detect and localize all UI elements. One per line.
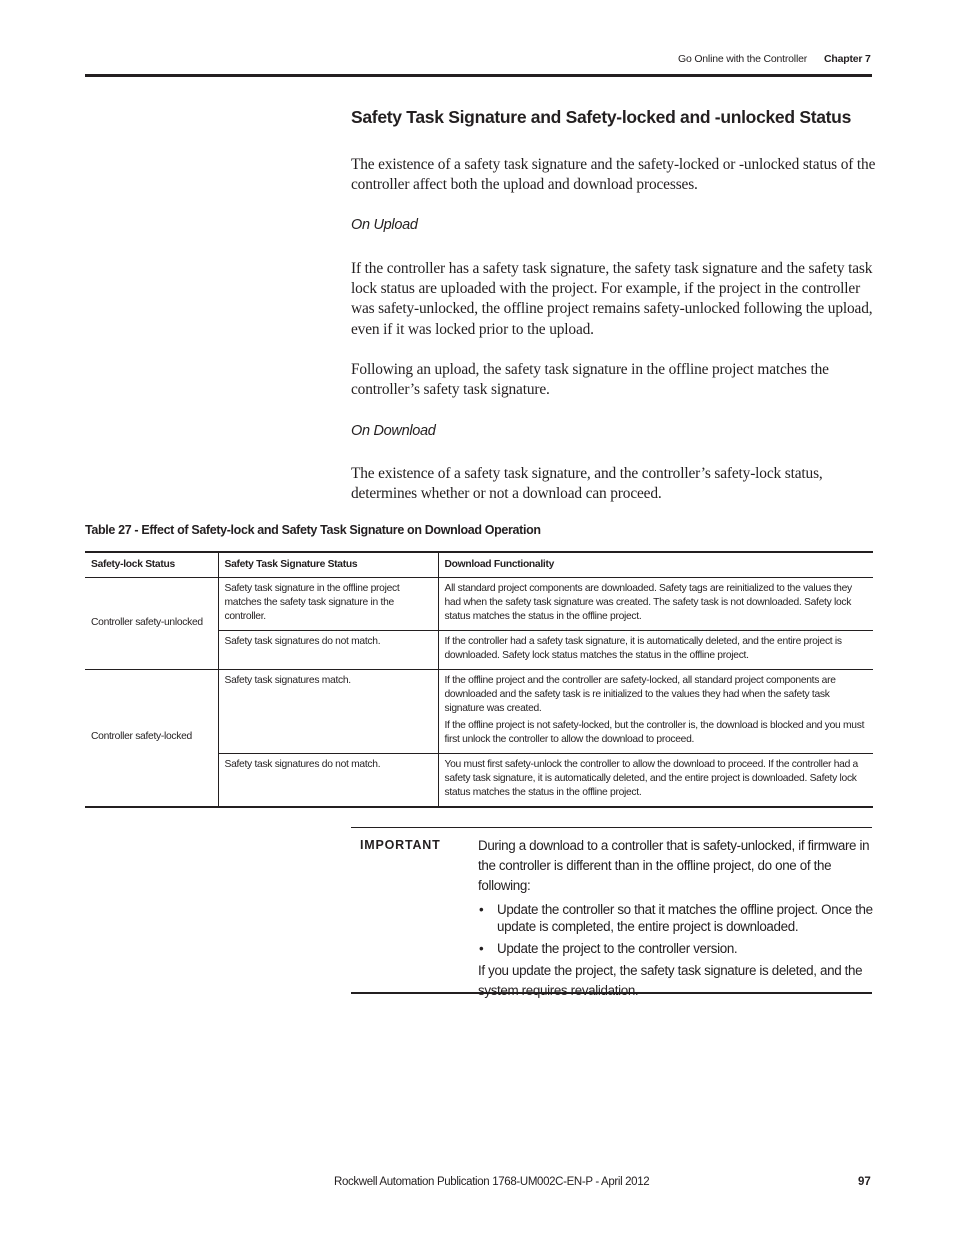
important-intro: During a download to a controller that is safety-unlocked, if firmware in the controller is different than in the offline project, do one of the following: <box>478 838 870 894</box>
bullet-marker: • <box>479 901 484 917</box>
download-subheading: On Download <box>351 423 436 439</box>
signature-status-cell: Safety task signature in the offline project matches the safety task signature in the controller. <box>218 578 438 631</box>
list-item <box>478 901 873 936</box>
safety-lock-status-cell: Controller safety-unlocked <box>85 578 218 670</box>
bullet-marker: • <box>479 940 484 956</box>
list-item-text: Update the project to the controller version. <box>497 940 738 956</box>
upload-paragraph-1: If the controller has a safety task signature, the safety task signature and the safety task lock status are uploaded with the project. For example, if the project in the controller was safety-unlocked, the offline project remains safety-unlocked following the upload, even if it was locked prior to the upload. <box>351 260 873 338</box>
important-label: IMPORTANT <box>360 838 441 852</box>
download-paragraph: The existence of a safety task signature, and the controller’s safety-lock status, determines whether or not a download can proceed. <box>351 465 823 503</box>
table-row <box>85 578 873 631</box>
list-item <box>478 940 873 958</box>
functionality-line: If the offline project and the controller are safety-locked, all standard project components are downloaded and the safety task is re initialized to the values they had when the safety task signature was created. <box>444 675 836 714</box>
important-notice <box>351 827 873 999</box>
important-body <box>478 836 873 1002</box>
page-number: 97 <box>858 1176 871 1188</box>
upload-subheading: On Upload <box>351 217 418 233</box>
download-functionality-cell <box>438 670 873 754</box>
download-effect-table <box>85 551 873 808</box>
download-functionality-cell: All standard project components are downloaded. Safety tags are reinitialized to the values they had when the safety task signature was created. The safety task is not downloaded. Safety lock status matches the status in the offline project. <box>438 578 873 631</box>
column-header-download-functionality: Download Functionality <box>438 552 873 578</box>
intro-paragraph: The existence of a safety task signature and the safety-locked or -unlocked status of the controller affect both the upload and download processes. <box>351 156 876 194</box>
functionality-line: If the offline project is not safety-locked, but the controller is, the download is blocked and you must first unlock the controller to allow the download to proceed. <box>444 720 865 745</box>
download-functionality-cell: If the controller had a safety task signature, it is automatically deleted, and the entire project is downloaded. Safety lock status matches the status in the offline project. <box>438 631 873 670</box>
download-functionality-cell: You must first safety-unlock the controller to allow the download to proceed. If the controller had a safety task signature, it is automatically deleted, and the entire project is downloaded. Safety lock status matches the status in the offline project. <box>438 754 873 808</box>
column-header-safety-lock-status: Safety-lock Status <box>85 552 218 578</box>
table-caption: Table 27 - Effect of Safety-lock and Safety Task Signature on Download Operation <box>85 523 541 537</box>
footer-publication: Rockwell Automation Publication 1768-UM002C-EN-P - April 2012 <box>334 1176 650 1188</box>
column-header-signature-status: Safety Task Signature Status <box>218 552 438 578</box>
important-bullet-list <box>478 901 873 958</box>
signature-status-cell: Safety task signatures match. <box>218 670 438 754</box>
section-title: Safety Task Signature and Safety-locked and -unlocked Status <box>351 107 852 127</box>
header-chapter-label: Chapter 7 <box>824 53 871 65</box>
signature-status-cell: Safety task signatures do not match. <box>218 631 438 670</box>
upload-paragraph-2: Following an upload, the safety task signature in the offline project matches the controller’s safety task signature. <box>351 361 829 399</box>
list-item-text: Update the controller so that it matches the offline project. Once the update is completed, the entire project is downloaded. <box>497 901 873 935</box>
signature-status-cell: Safety task signatures do not match. <box>218 754 438 808</box>
important-outro: If you update the project, the safety task signature is deleted, and the system requires revalidation. <box>478 963 863 999</box>
header-divider <box>85 74 872 77</box>
table-row <box>85 670 873 754</box>
safety-lock-status-cell: Controller safety-locked <box>85 670 218 808</box>
header-section-title: Go Online with the Controller <box>678 53 808 65</box>
table-header-row <box>85 552 873 578</box>
